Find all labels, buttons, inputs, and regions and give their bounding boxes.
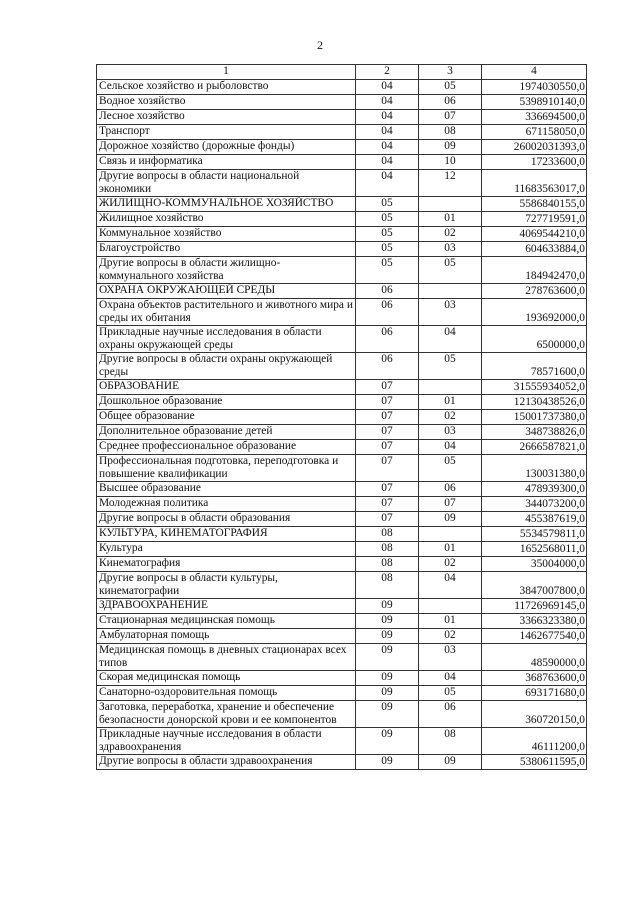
table-row (97, 629, 587, 644)
row-subsection-cell: 04 (419, 326, 482, 353)
table-row (97, 227, 587, 242)
row-subsection-cell: 01 (419, 614, 482, 629)
row-name-cell: Молодежная политика (97, 497, 356, 512)
row-section-cell: 04 (356, 95, 419, 110)
row-name-cell: Коммунальное хозяйство (97, 227, 356, 242)
row-section-cell: 04 (356, 80, 419, 95)
row-subsection-cell (419, 197, 482, 212)
row-name-cell: Водное хозяйство (97, 95, 356, 110)
row-section-cell: 09 (356, 728, 419, 755)
row-section-cell: 07 (356, 395, 419, 410)
row-name-cell: КУЛЬТУРА, КИНЕМАТОГРАФИЯ (97, 527, 356, 542)
row-name-cell: Общее образование (97, 410, 356, 425)
row-subsection-cell: 04 (419, 671, 482, 686)
row-name-cell: Дошкольное образование (97, 395, 356, 410)
row-amount-cell: 3847007800,0 (482, 572, 587, 599)
row-subsection-cell: 02 (419, 227, 482, 242)
row-name-cell: Амбулаторная помощь (97, 629, 356, 644)
row-subsection-cell: 10 (419, 155, 482, 170)
row-section-cell: 04 (356, 140, 419, 155)
row-name-cell: Скорая медицинская помощь (97, 671, 356, 686)
column-header-subsection: 3 (419, 65, 482, 80)
page-number: 2 (317, 38, 323, 52)
row-subsection-cell: 09 (419, 755, 482, 770)
row-section-cell: 09 (356, 701, 419, 728)
row-amount-cell: 1974030550,0 (482, 80, 587, 95)
row-name-cell: ЖИЛИЩНО-КОММУНАЛЬНОЕ ХОЗЯЙСТВО (97, 197, 356, 212)
row-amount-cell: 48590000,0 (482, 644, 587, 671)
row-name-cell: Стационарная медицинская помощь (97, 614, 356, 629)
table-row (97, 644, 587, 671)
row-name-cell: Связь и информатика (97, 155, 356, 170)
row-amount-cell: 12130438526,0 (482, 395, 587, 410)
row-amount-cell: 184942470,0 (482, 257, 587, 284)
row-name-cell: Дорожное хозяйство (дорожные фонды) (97, 140, 356, 155)
table-row (97, 326, 587, 353)
row-name-cell: Другие вопросы в области жилищно-коммунального хозяйства (97, 257, 356, 284)
row-subsection-cell: 05 (419, 455, 482, 482)
row-section-cell: 05 (356, 257, 419, 284)
table-row (97, 197, 587, 212)
row-section-cell: 09 (356, 755, 419, 770)
table-row (97, 212, 587, 227)
row-subsection-cell: 05 (419, 686, 482, 701)
row-section-cell: 04 (356, 110, 419, 125)
table-row (97, 140, 587, 155)
row-amount-cell: 348738826,0 (482, 425, 587, 440)
table-row (97, 353, 587, 380)
row-name-cell: Прикладные научные исследования в области здравоохранения (97, 728, 356, 755)
column-header-amount: 4 (482, 65, 587, 80)
row-section-cell: 09 (356, 686, 419, 701)
table-row (97, 440, 587, 455)
row-amount-cell: 11683563017,0 (482, 170, 587, 197)
row-name-cell: Благоустройство (97, 242, 356, 257)
row-subsection-cell: 01 (419, 542, 482, 557)
row-section-cell: 06 (356, 353, 419, 380)
table-row (97, 599, 587, 614)
table-row (97, 455, 587, 482)
row-section-cell: 07 (356, 455, 419, 482)
row-name-cell: Жилищное хозяйство (97, 212, 356, 227)
row-amount-cell: 368763600,0 (482, 671, 587, 686)
table-row (97, 242, 587, 257)
row-amount-cell: 5534579811,0 (482, 527, 587, 542)
row-name-cell: Транспорт (97, 125, 356, 140)
row-section-cell: 07 (356, 425, 419, 440)
row-name-cell: Культура (97, 542, 356, 557)
row-section-cell: 06 (356, 326, 419, 353)
row-section-cell: 08 (356, 527, 419, 542)
row-name-cell: Медицинская помощь в дневных стационарах всех типов (97, 644, 356, 671)
row-subsection-cell: 04 (419, 572, 482, 599)
budget-table (96, 64, 587, 770)
row-amount-cell: 5586840155,0 (482, 197, 587, 212)
row-section-cell: 07 (356, 482, 419, 497)
row-name-cell: Другие вопросы в области охраны окружающей среды (97, 353, 356, 380)
row-amount-cell: 4069544210,0 (482, 227, 587, 242)
row-subsection-cell: 03 (419, 425, 482, 440)
table-row (97, 170, 587, 197)
row-name-cell: Охрана объектов растительного и животного мира и среды их обитания (97, 299, 356, 326)
row-subsection-cell: 06 (419, 95, 482, 110)
row-subsection-cell: 06 (419, 701, 482, 728)
row-name-cell: Высшее образование (97, 482, 356, 497)
row-section-cell: 08 (356, 572, 419, 599)
table-row (97, 512, 587, 527)
table-row (97, 80, 587, 95)
row-amount-cell: 2666587821,0 (482, 440, 587, 455)
table-row (97, 95, 587, 110)
row-subsection-cell (419, 284, 482, 299)
row-name-cell: Кинематография (97, 557, 356, 572)
row-section-cell: 05 (356, 242, 419, 257)
row-subsection-cell: 07 (419, 497, 482, 512)
row-subsection-cell: 05 (419, 353, 482, 380)
table-row (97, 686, 587, 701)
row-subsection-cell: 01 (419, 212, 482, 227)
row-section-cell: 07 (356, 497, 419, 512)
row-amount-cell: 671158050,0 (482, 125, 587, 140)
row-amount-cell: 6500000,0 (482, 326, 587, 353)
row-subsection-cell (419, 599, 482, 614)
row-subsection-cell: 12 (419, 170, 482, 197)
table-row (97, 572, 587, 599)
row-section-cell: 06 (356, 299, 419, 326)
row-subsection-cell: 02 (419, 557, 482, 572)
row-name-cell: Профессиональная подготовка, переподготовка и повышение квалификации (97, 455, 356, 482)
row-amount-cell: 17233600,0 (482, 155, 587, 170)
row-amount-cell: 5398910140,0 (482, 95, 587, 110)
column-header-section: 2 (356, 65, 419, 80)
row-name-cell: Среднее профессиональное образование (97, 440, 356, 455)
row-subsection-cell: 04 (419, 440, 482, 455)
row-section-cell: 04 (356, 155, 419, 170)
row-amount-cell: 1462677540,0 (482, 629, 587, 644)
row-amount-cell: 46111200,0 (482, 728, 587, 755)
row-subsection-cell: 05 (419, 257, 482, 284)
table-row (97, 671, 587, 686)
row-subsection-cell: 09 (419, 512, 482, 527)
row-section-cell: 09 (356, 614, 419, 629)
table-row (97, 497, 587, 512)
table-row (97, 380, 587, 395)
row-amount-cell: 455387619,0 (482, 512, 587, 527)
table-row (97, 155, 587, 170)
row-amount-cell: 604633884,0 (482, 242, 587, 257)
row-name-cell: Санаторно-оздоровительная помощь (97, 686, 356, 701)
table-row (97, 728, 587, 755)
row-amount-cell: 35004000,0 (482, 557, 587, 572)
row-name-cell: Другие вопросы в области культуры, кинематографии (97, 572, 356, 599)
row-name-cell: ЗДРАВООХРАНЕНИЕ (97, 599, 356, 614)
row-subsection-cell: 08 (419, 125, 482, 140)
row-subsection-cell (419, 527, 482, 542)
row-amount-cell: 130031380,0 (482, 455, 587, 482)
row-amount-cell: 31555934052,0 (482, 380, 587, 395)
row-section-cell: 07 (356, 440, 419, 455)
row-subsection-cell: 07 (419, 110, 482, 125)
row-amount-cell: 5380611595,0 (482, 755, 587, 770)
row-section-cell: 09 (356, 644, 419, 671)
row-subsection-cell: 08 (419, 728, 482, 755)
row-subsection-cell (419, 380, 482, 395)
row-section-cell: 07 (356, 410, 419, 425)
row-subsection-cell: 03 (419, 299, 482, 326)
header-row (97, 65, 587, 80)
table-row (97, 299, 587, 326)
row-amount-cell: 26002031393,0 (482, 140, 587, 155)
row-section-cell: 05 (356, 197, 419, 212)
row-subsection-cell: 02 (419, 410, 482, 425)
row-section-cell: 09 (356, 671, 419, 686)
row-section-cell: 09 (356, 629, 419, 644)
row-name-cell: Лесное хозяйство (97, 110, 356, 125)
row-section-cell: 05 (356, 227, 419, 242)
row-subsection-cell: 03 (419, 644, 482, 671)
row-amount-cell: 193692000,0 (482, 299, 587, 326)
row-name-cell: Другие вопросы в области образования (97, 512, 356, 527)
row-subsection-cell: 01 (419, 395, 482, 410)
row-section-cell: 08 (356, 557, 419, 572)
row-section-cell: 08 (356, 542, 419, 557)
row-subsection-cell: 06 (419, 482, 482, 497)
row-subsection-cell: 02 (419, 629, 482, 644)
table-row (97, 701, 587, 728)
row-name-cell: ОХРАНА ОКРУЖАЮЩЕЙ СРЕДЫ (97, 284, 356, 299)
row-amount-cell: 78571600,0 (482, 353, 587, 380)
row-name-cell: ОБРАЗОВАНИЕ (97, 380, 356, 395)
row-name-cell: Прикладные научные исследования в области охраны окружающей среды (97, 326, 356, 353)
table-row (97, 125, 587, 140)
row-section-cell: 09 (356, 599, 419, 614)
row-amount-cell: 1652568011,0 (482, 542, 587, 557)
row-amount-cell: 336694500,0 (482, 110, 587, 125)
table-row (97, 527, 587, 542)
row-section-cell: 06 (356, 284, 419, 299)
row-amount-cell: 3366323380,0 (482, 614, 587, 629)
row-amount-cell: 11726969145,0 (482, 599, 587, 614)
table-row (97, 284, 587, 299)
row-section-cell: 07 (356, 512, 419, 527)
row-amount-cell: 478939300,0 (482, 482, 587, 497)
table-row (97, 557, 587, 572)
table-row (97, 425, 587, 440)
row-section-cell: 04 (356, 125, 419, 140)
row-name-cell: Сельское хозяйство и рыболовство (97, 80, 356, 95)
row-amount-cell: 727719591,0 (482, 212, 587, 227)
column-header-name: 1 (97, 65, 356, 80)
row-name-cell: Дополнительное образование детей (97, 425, 356, 440)
row-name-cell: Другие вопросы в области здравоохранения (97, 755, 356, 770)
table-row (97, 542, 587, 557)
table-row (97, 614, 587, 629)
row-amount-cell: 693171680,0 (482, 686, 587, 701)
row-section-cell: 05 (356, 212, 419, 227)
row-name-cell: Заготовка, переработка, хранение и обеспечение безопасности донорской крови и ее компонентов (97, 701, 356, 728)
row-subsection-cell: 05 (419, 80, 482, 95)
row-section-cell: 07 (356, 380, 419, 395)
table-row (97, 410, 587, 425)
table-row (97, 395, 587, 410)
table-row (97, 257, 587, 284)
row-amount-cell: 344073200,0 (482, 497, 587, 512)
table-row (97, 755, 587, 770)
row-amount-cell: 278763600,0 (482, 284, 587, 299)
table-row (97, 482, 587, 497)
row-section-cell: 04 (356, 170, 419, 197)
row-subsection-cell: 09 (419, 140, 482, 155)
table-row (97, 110, 587, 125)
row-subsection-cell: 03 (419, 242, 482, 257)
row-amount-cell: 15001737380,0 (482, 410, 587, 425)
row-amount-cell: 360720150,0 (482, 701, 587, 728)
row-name-cell: Другие вопросы в области национальной экономики (97, 170, 356, 197)
